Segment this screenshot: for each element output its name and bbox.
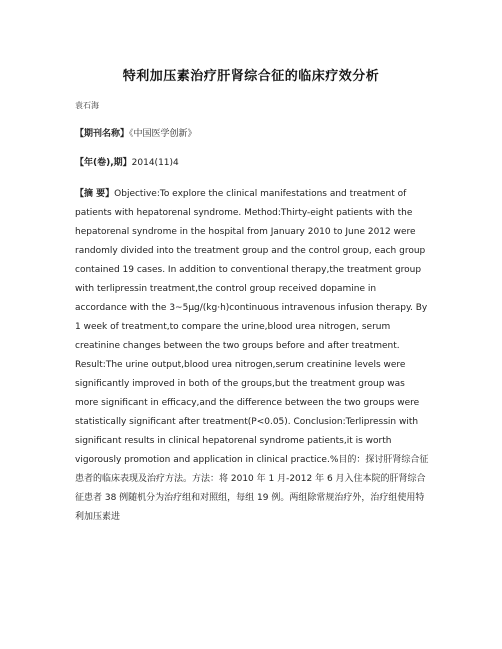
volume-line — [75, 155, 179, 168]
volume-label: 【年(卷),期】 — [75, 158, 132, 168]
abstract — [75, 185, 430, 527]
journal-line — [75, 126, 197, 139]
abstract-label: 【摘 要】 — [75, 189, 115, 199]
abstract-chinese: %目的：探讨肝肾综合征患者的临床表现及治疗方法。方法：将 2010 年 1 月-2012 年 6 月入住本院的肝肾综合征患者 38 例随机分为治疗组和对照组，每组 19 例。两组除常规治疗外，治疗组使用特利加压素进 — [75, 455, 429, 522]
journal-label: 【期刊名称】 — [75, 129, 130, 139]
journal-value: 《中国医学创新》 — [129, 129, 197, 139]
document-title: 特利加压素治疗肝肾综合征的临床疗效分析 — [122, 69, 380, 84]
author: 袁石海 — [75, 101, 99, 110]
abstract-english: Objective:To explore the clinical manifestations and treatment of patients with hepatorenal syndrome. Method:Thirty-eight patients with the hepatorenal syndrome in the hospital from January 2010 to June 2012 were randomly divided into the treatment group and the control group, each group contained 19 cases. In addition to conventional therapy,the treatment group with terlipressin treatment,the control group received dopamine in accordance with the 3~5μg/(kg·h)continuous intravenous infusion therapy. By 1 week of treatment,to compare the urine,blood urea nitrogen, serum creatinine changes between the two groups before and after treatment. Result:The urine output,blood urea nitrogen,serum creatinine levels were significantly improved in both of the groups,but the treatment group was more significant in efficacy,and the difference between the two groups were statistically significant after treatment(P<0.05). Conclusion:Terlipressin with significant results in clinical hepatorenal syndrome patients,it is worth vigorously promotion and application in clinical practice. — [75, 189, 428, 465]
volume-value: 2014(11)4 — [131, 158, 179, 168]
